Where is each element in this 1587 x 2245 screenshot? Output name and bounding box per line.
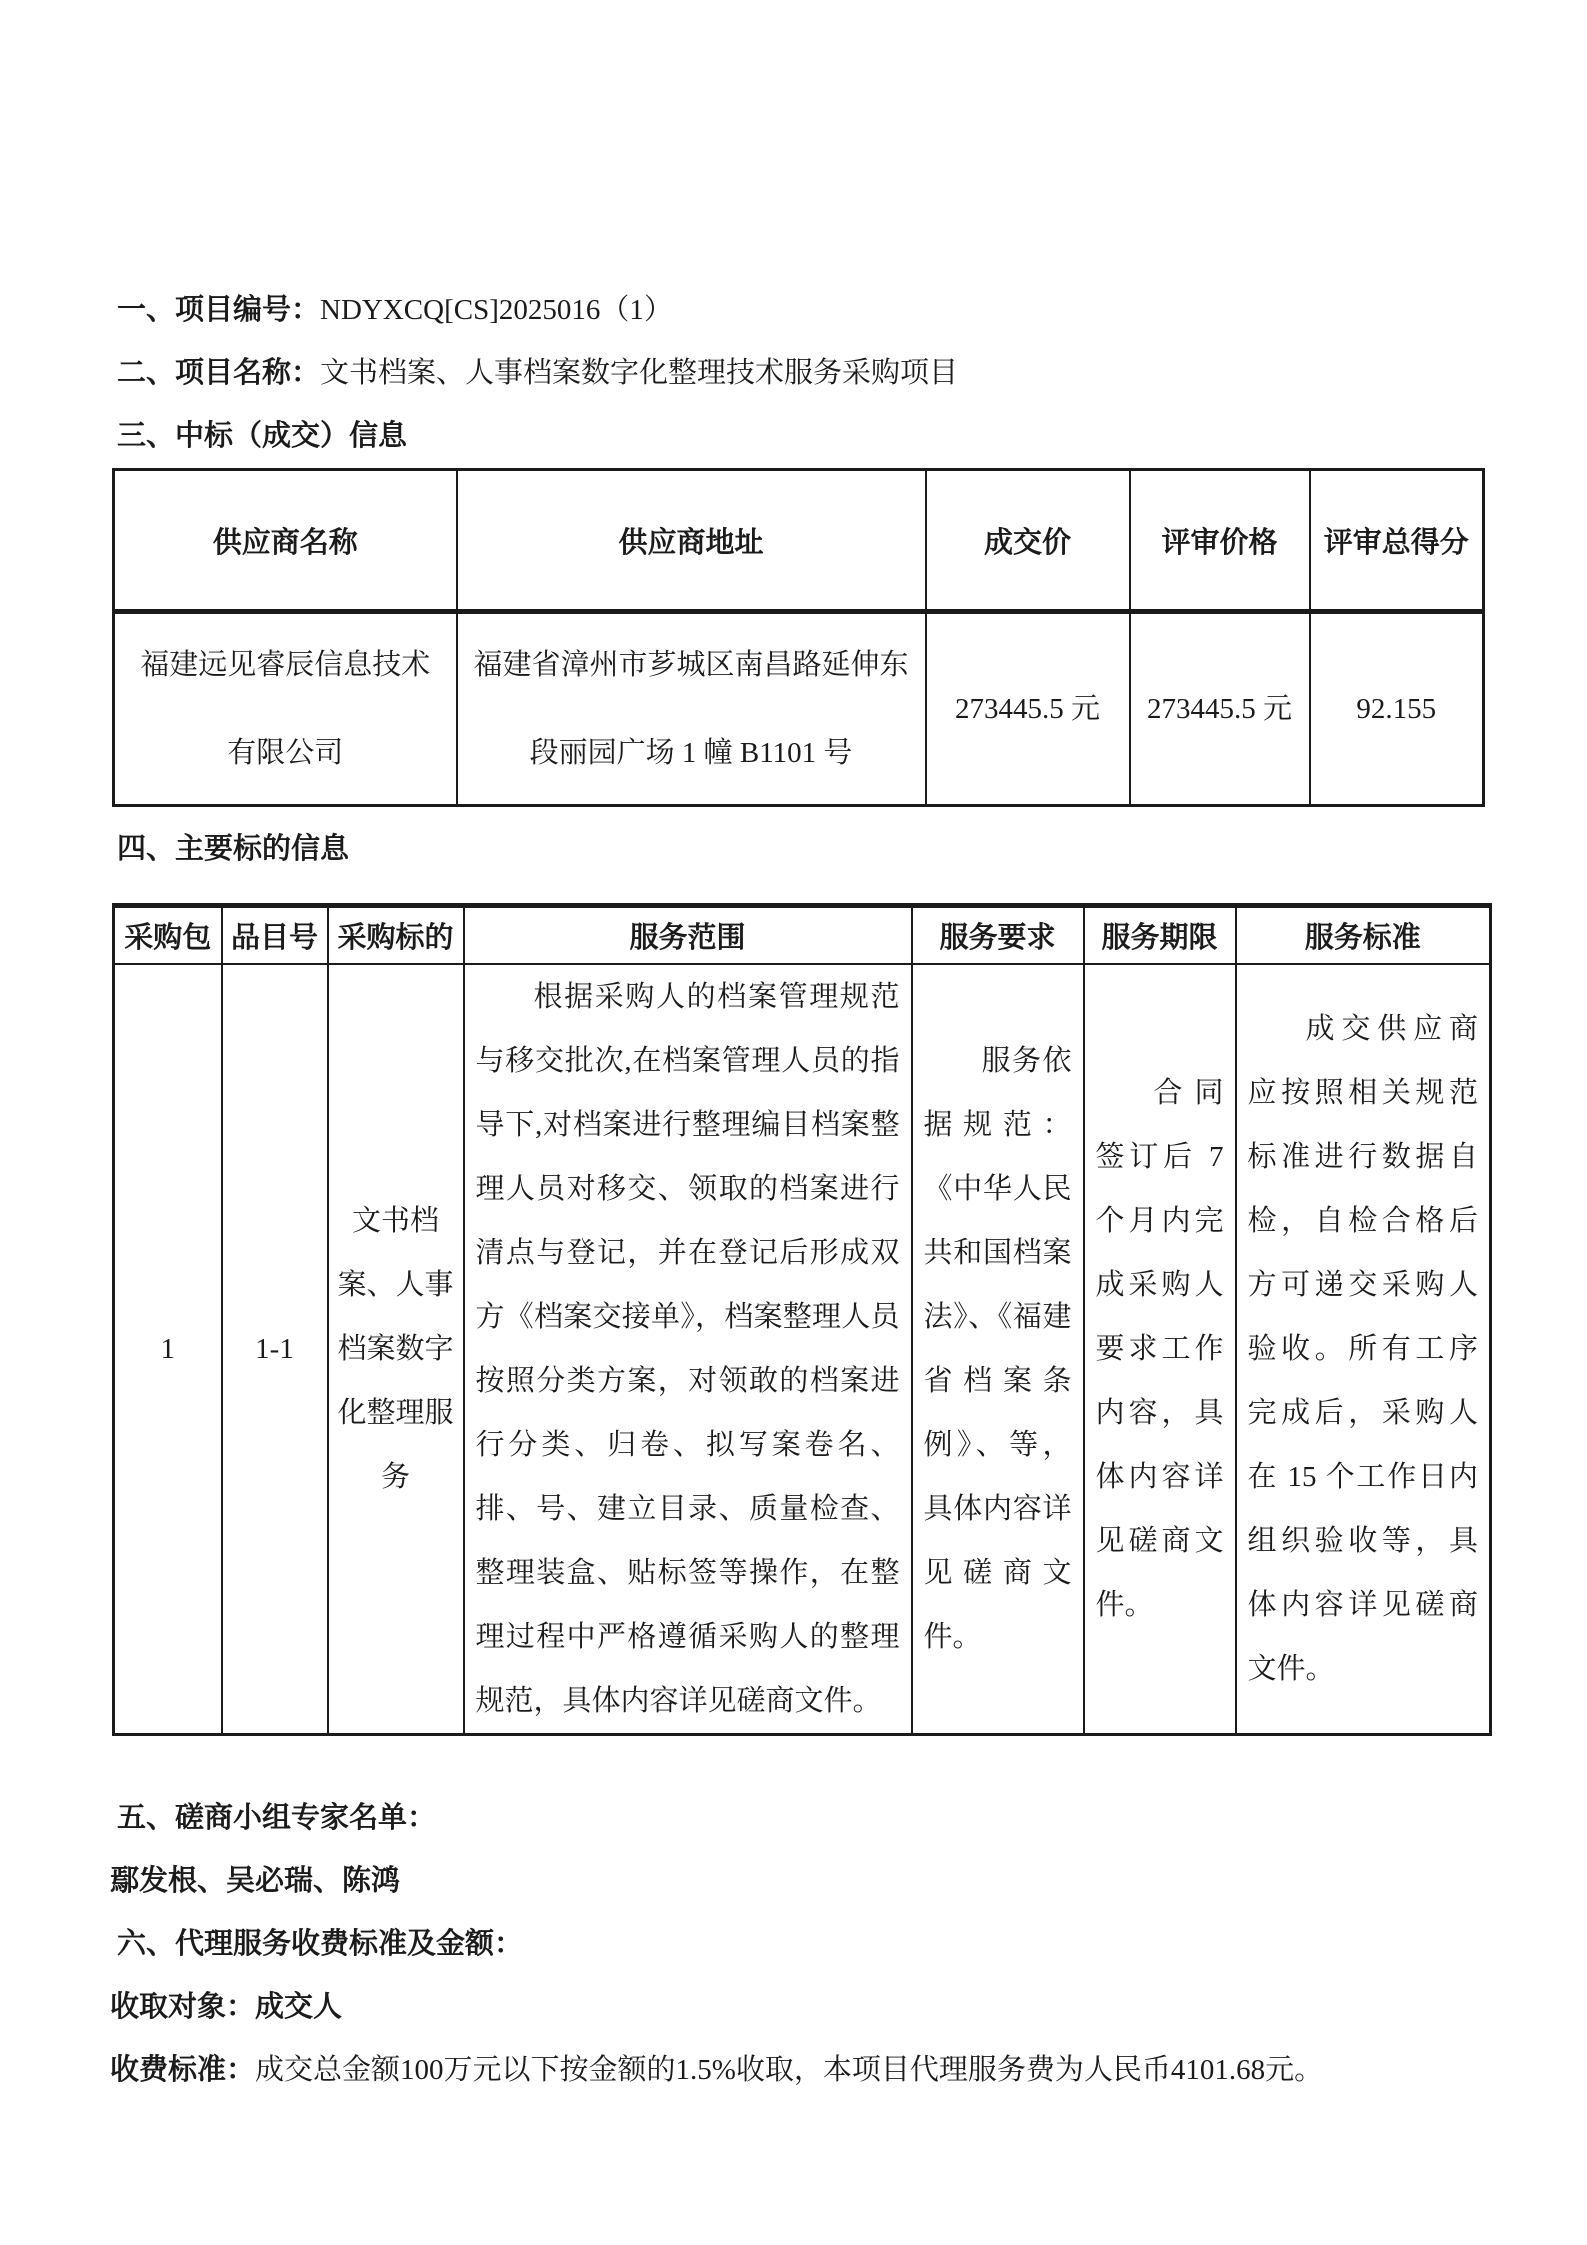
cell-service-standard (1236, 964, 1491, 1735)
project-name-label: 二、项目名称： (117, 357, 321, 389)
service-standard-text: 成交供应商应按照相关规范标准进行数据自检，自检合格后方可递交采购人验收。所有工序完成后，采购人在 15 个工作日内组织验收等，具体内容详见磋商文件。 (1247, 1013, 1478, 1685)
cell-deal-price: 273445.5 元 (926, 612, 1130, 806)
supplier-name-text: 福建远见睿辰信息技术有限公司 (140, 649, 431, 769)
supplier-address-text: 福建省漳州市芗城区南昌路延伸东段丽园广场 1 幢 B1101 号 (473, 649, 909, 769)
subject-table-row (114, 964, 1491, 1735)
agency-fee-title: 六、代理服务收费标准及金额： (117, 1928, 524, 1960)
header-supplier-name: 供应商名称 (114, 470, 457, 612)
project-number-line (0, 292, 1587, 328)
award-table-body (114, 612, 1484, 806)
header-total-score: 评审总得分 (1310, 470, 1484, 612)
header-service-period: 服务期限 (1084, 906, 1236, 965)
subject-table (112, 903, 1492, 1736)
cell-subject (328, 964, 464, 1735)
fee-standard-line (0, 2052, 1587, 2088)
fee-target-label: 收取对象： (110, 1991, 256, 2023)
fee-standard-value: 成交总金额100万元以下按金额的1.5%收取，本项目代理服务费为人民币4101.68元。 (255, 2054, 1324, 2086)
header-item-no: 品目号 (222, 906, 328, 965)
cell-review-price: 273445.5 元 (1130, 612, 1310, 806)
cell-service-period (1084, 964, 1236, 1735)
cell-supplier-address (457, 612, 926, 806)
project-number-value: NDYXCQ[CS]2025016（1） (320, 294, 673, 326)
header-subject: 采购标的 (328, 906, 464, 965)
service-period-text: 合同签订后 7 个月内完成采购人要求工作内容，具体内容详见磋商文件。 (1095, 1077, 1224, 1621)
subject-table-body (114, 964, 1491, 1735)
header-supplier-address: 供应商地址 (457, 470, 926, 612)
award-table-header (114, 470, 1484, 612)
award-table-header-row (114, 470, 1484, 612)
header-service-requirement: 服务要求 (912, 906, 1084, 965)
subject-text: 文书档案、人事档案数字化整理服务 (337, 1205, 454, 1493)
experts-title: 五、磋商小组专家名单： (117, 1802, 437, 1834)
cell-supplier-name (114, 612, 457, 806)
project-number-label: 一、项目编号： (117, 294, 321, 326)
award-table-row (114, 612, 1484, 806)
award-info-title: 三、中标（成交）信息 (117, 420, 408, 452)
header-package: 采购包 (114, 906, 222, 965)
service-requirement-text: 服务依据规范：《中华人民共和国档案法》、《福建省档案条例》、等，具体内容详见磋商文件。 (923, 1045, 1072, 1653)
project-name-line (0, 355, 1587, 391)
subject-table-header-row (114, 906, 1491, 965)
header-deal-price: 成交价 (926, 470, 1130, 612)
award-table (112, 468, 1485, 807)
service-scope-text: 根据采购人的档案管理规范与移交批次,在档案管理人员的指导下,对档案进行整理编目档案整理人员对移交、领取的档案进行清点与登记，并在登记后形成双方《档案交接单》，档案整理人员按照分类方案，对领敢的档案进行分类、归卷、拟写案卷名、排、号、建立目录、质量检查、整理装盒、贴标签等操作，在整理过程中严格遵循采购人的整理规范，具体内容详见磋商文件。 (475, 981, 900, 1717)
subject-info-title: 四、主要标的信息 (117, 833, 350, 865)
fee-target-value: 成交人 (255, 1991, 343, 2023)
header-service-scope: 服务范围 (464, 906, 912, 965)
cell-item-no: 1-1 (222, 964, 328, 1735)
subject-table-header (114, 906, 1491, 965)
cell-total-score: 92.155 (1310, 612, 1484, 806)
cell-package: 1 (114, 964, 222, 1735)
cell-service-scope (464, 964, 912, 1735)
project-name-value: 文书档案、人事档案数字化整理技术服务采购项目 (320, 357, 959, 389)
fee-standard-label: 收费标准： (110, 2054, 256, 2086)
fee-target-line (0, 1989, 1587, 2025)
header-service-standard: 服务标准 (1236, 906, 1491, 965)
experts-names: 鄢发根、吴必瑞、陈鸿 (110, 1865, 401, 1897)
cell-service-requirement (912, 964, 1084, 1735)
header-review-price: 评审价格 (1130, 470, 1310, 612)
